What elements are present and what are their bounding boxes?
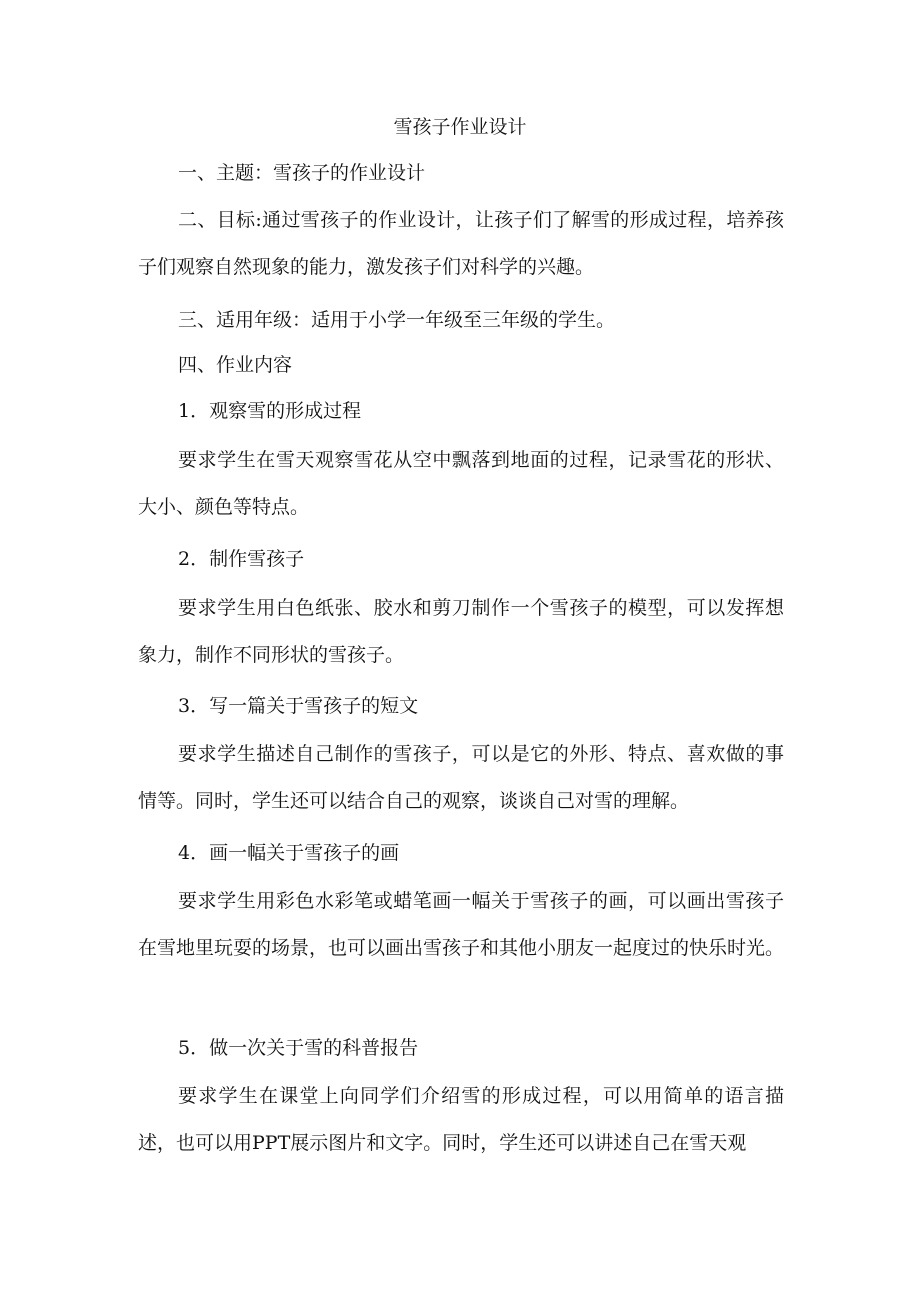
document-title: 雪孩子作业设计 bbox=[393, 116, 527, 138]
item-3-heading: 3．写一篇关于雪孩子的短文 bbox=[178, 695, 419, 717]
item-4-heading: 4．画一幅关于雪孩子的画 bbox=[178, 842, 400, 864]
section-content-heading: 四、作业内容 bbox=[178, 354, 293, 376]
item-3-body: 要求学生描述自己制作的雪孩子，可以是它的外形、特点、喜欢做的事情等。同时，学生还可以结合自己的观察，谈谈自己对雪的理解。 bbox=[138, 743, 784, 812]
section-goal: 二、目标:通过雪孩子的作业设计，让孩子们了解雪的形成过程，培养孩子们观察自然现象的能力，激发孩子们对科学的兴趣。 bbox=[138, 209, 784, 278]
item-5-body: 要求学生在课堂上向同学们介绍雪的形成过程，可以用简单的语言描述，也可以用PPT展示图片和文字。同时，学生还可以讲述自己在雪天观 bbox=[138, 1085, 784, 1154]
section-grade: 三、适用年级：适用于小学一年级至三年级的学生。 bbox=[178, 309, 616, 331]
item-4-body: 要求学生用彩色水彩笔或蜡笔画一幅关于雪孩子的画，可以画出雪孩子在雪地里玩耍的场景，也可以画出雪孩子和其他小朋友一起度过的快乐时光。 bbox=[138, 890, 785, 959]
item-1-body: 要求学生在雪天观察雪花从空中飘落到地面的过程，记录雪花的形状、大小、颜色等特点。 bbox=[138, 449, 784, 518]
item-2-heading: 2．制作雪孩子 bbox=[178, 548, 305, 570]
item-2-body: 要求学生用白色纸张、胶水和剪刀制作一个雪孩子的模型，可以发挥想象力，制作不同形状的雪孩子。 bbox=[138, 597, 784, 666]
section-theme: 一、主题：雪孩子的作业设计 bbox=[178, 162, 426, 184]
item-1-heading: 1．观察雪的形成过程 bbox=[178, 400, 362, 422]
item-5-heading: 5．做一次关于雪的科普报告 bbox=[178, 1037, 419, 1059]
